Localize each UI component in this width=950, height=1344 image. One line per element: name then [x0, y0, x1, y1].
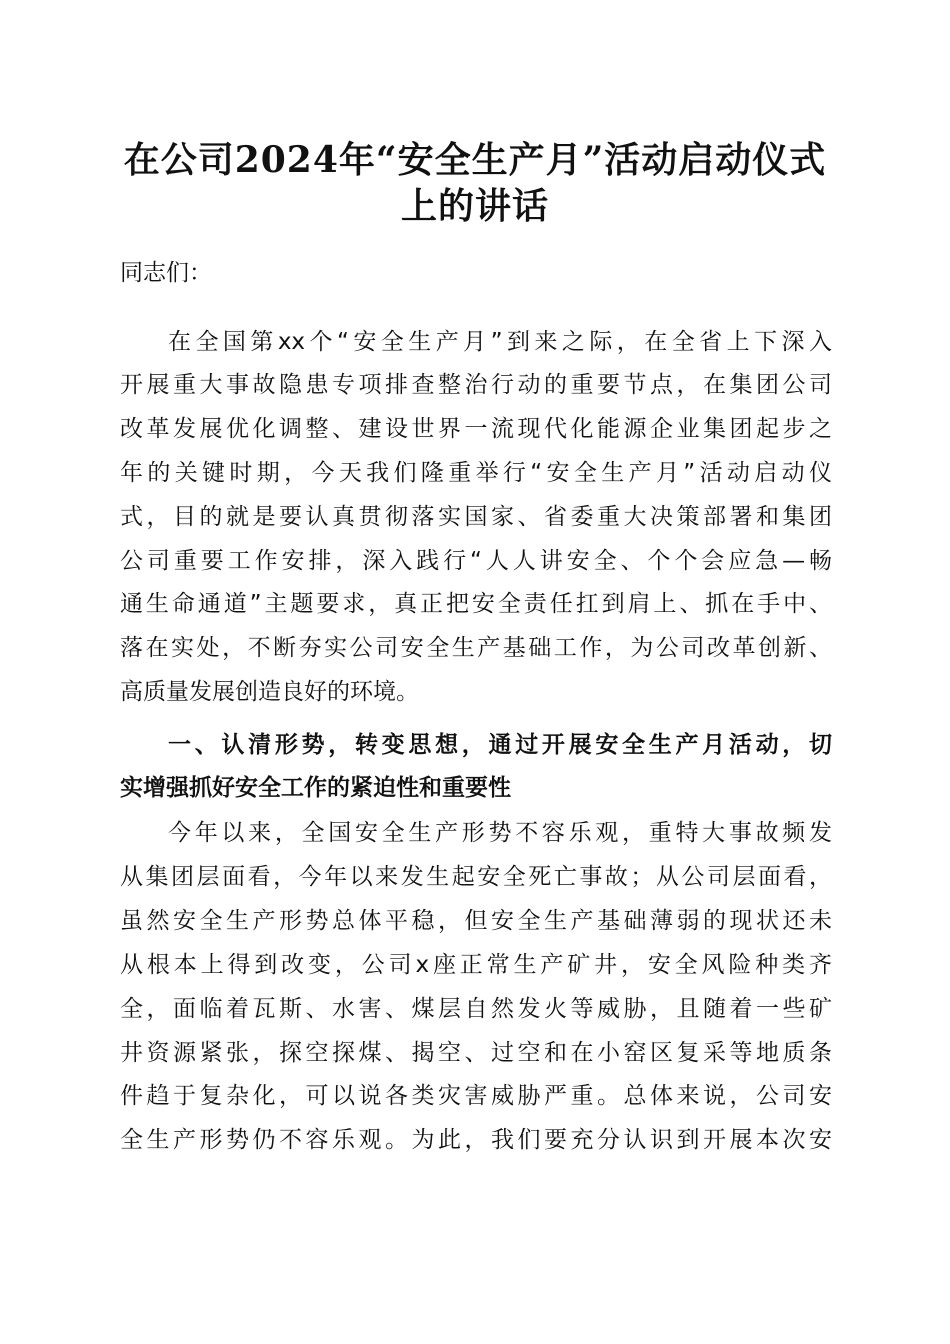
paragraph-line: 井资源紧张，探空探煤、揭空、过空和在小窑区复采等地质条: [120, 1040, 832, 1066]
paragraph-line: 开展重大事故隐患专项排查整治行动的重要节点，在集团公司: [120, 372, 832, 398]
paragraph-line: 改革发展优化调整、建设世界一流现代化能源企业集团起步之: [120, 416, 832, 442]
salutation: 同志们：: [120, 260, 212, 286]
paragraph-line: 从集团层面看，今年以来发生起安全死亡事故；从公司层面看，: [120, 864, 832, 890]
paragraph-line: 通生命通道”主题要求，真正把安全责任扛到肩上、抓在手中、: [120, 591, 832, 617]
paragraph-line: 落在实处，不断夯实公司安全生产基础工作，为公司改革创新、: [120, 635, 832, 661]
section-heading-line: 实增强抓好安全工作的紧迫性和重要性: [120, 775, 511, 801]
paragraph-line: 式，目的就是要认真贯彻落实国家、省委重大决策部署和集团: [120, 504, 832, 530]
paragraph-line: 从根本上得到改变，公司x座正常生产矿井，安全风险种类齐: [120, 952, 832, 978]
section-heading-line: 一、认清形势，转变思想，通过开展安全生产月活动，切: [168, 732, 832, 758]
paragraph-line: 在全国第xx个“安全生产月”到来之际，在全省上下深入: [168, 329, 832, 355]
paragraph-line: 件趋于复杂化，可以说各类灾害威胁严重。总体来说，公司安: [120, 1083, 832, 1109]
title-line-1: 在公司2024年“安全生产月”活动启动仪式: [123, 139, 827, 181]
paragraph-line: 今年以来，全国安全生产形势不容乐观，重特大事故频发: [168, 820, 832, 846]
paragraph-line: 全，面临着瓦斯、水害、煤层自然发火等威胁，且随着一些矿: [120, 996, 832, 1022]
paragraph-line: 年的关键时期，今天我们隆重举行“安全生产月”活动启动仪: [120, 460, 832, 486]
paragraph-line: 公司重要工作安排，深入践行“人人讲安全、个个会应急—畅: [120, 548, 832, 574]
title-line-2: 上的讲话: [400, 185, 549, 227]
paragraph-line: 高质量发展创造良好的环境。: [120, 679, 419, 705]
paragraph-line: 全生产形势仍不容乐观。为此，我们要充分认识到开展本次安: [120, 1127, 832, 1153]
paragraph-line: 虽然安全生产形势总体平稳，但安全生产基础薄弱的现状还未: [120, 908, 832, 934]
